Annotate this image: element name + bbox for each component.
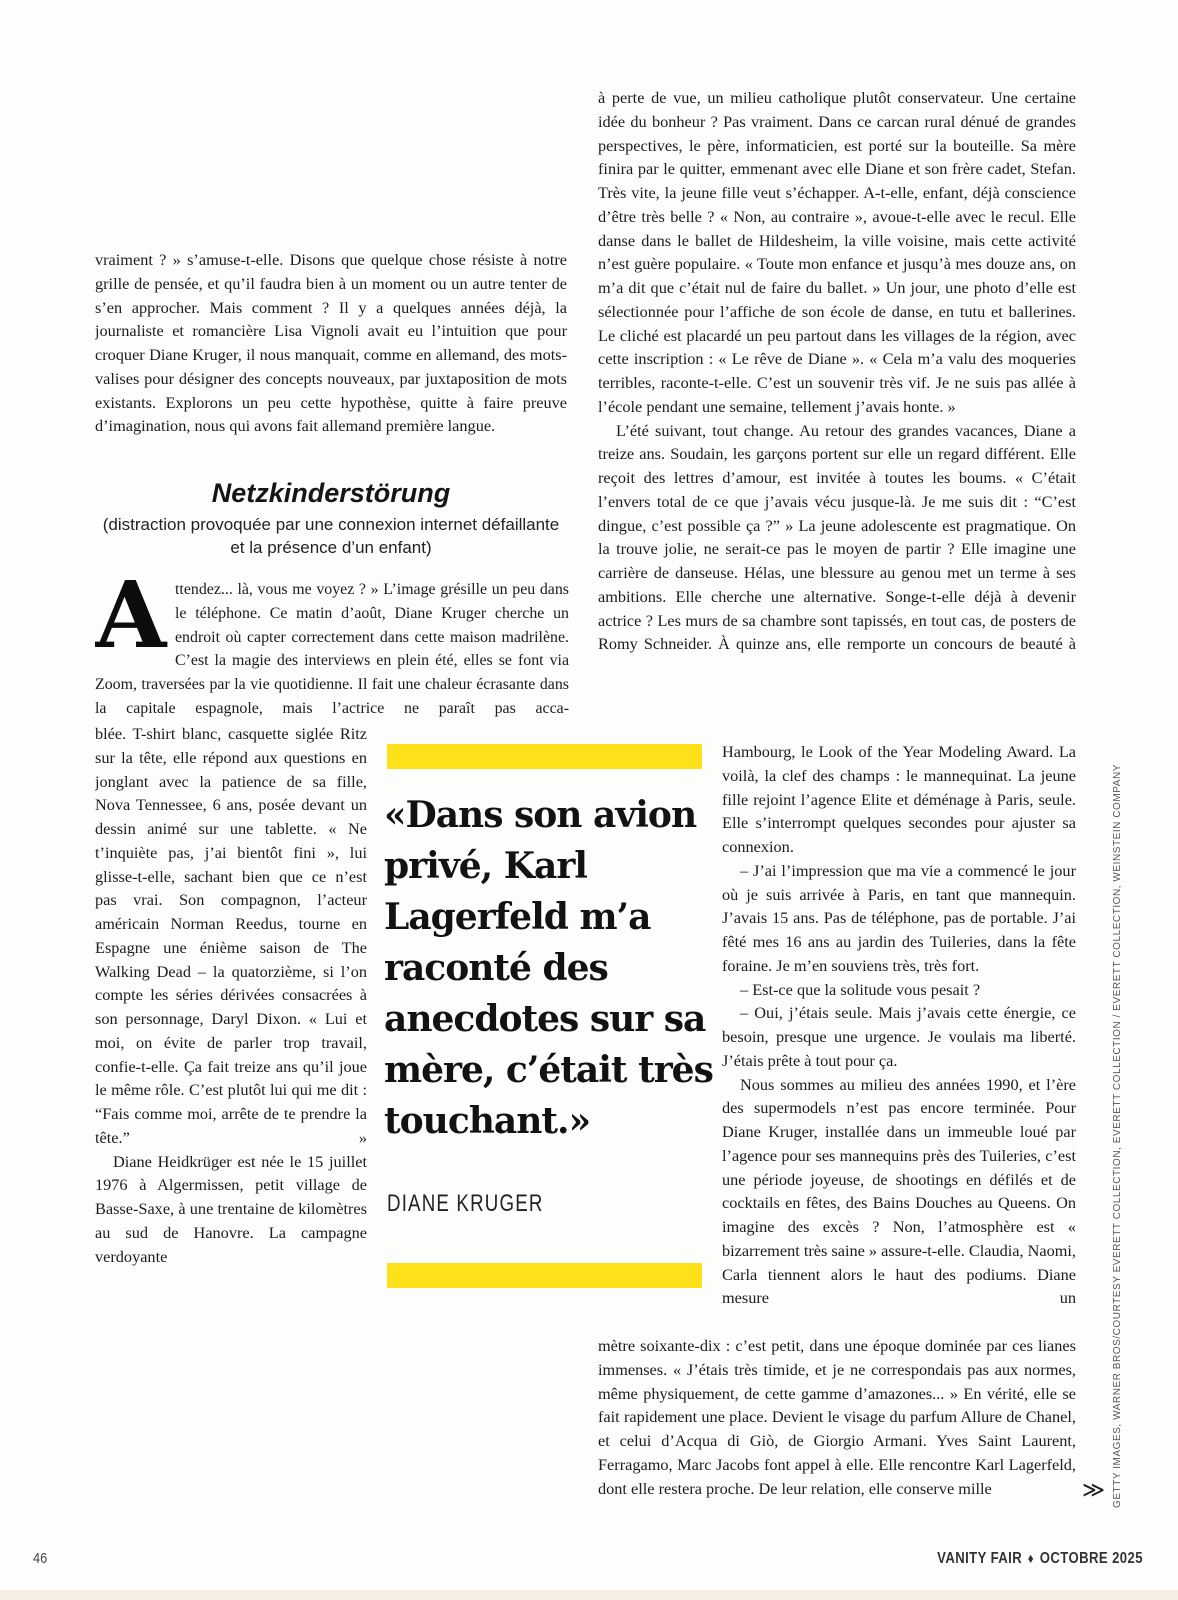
body-text: – Oui, j’étais seule. Mais j’avais cette énergie, ce besoin, presque une urgence. Je voulais ma liberté. J’étais prête à tout pour ça. xyxy=(722,1003,1076,1070)
photo-credit: GETTY IMAGES, WARNER BROS/COURTESY EVERETT COLLECTION, EVERETT COLLECTION / EVERETT COLLECTION, WEINSTEIN COMPANY xyxy=(1112,764,1123,1508)
dropcap-letter-A: A xyxy=(95,578,167,669)
dropcap-paragraph xyxy=(95,578,569,722)
body-text: ttendez... là, vous me voyez ? » L’image grésille un peu dans le téléphone. Ce matin d’août, Diane Kruger cherche un endroit où capter correctement dans cette maison madrilène. C’est la magie des interviews en plein été, elles se font via Zoom, traversées par la vie quotidienne. Il fait une chaleur écrasante dans la capitale espagnole, mais l’actrice ne paraît pas acca- xyxy=(95,581,569,717)
body-text xyxy=(95,578,569,721)
body-text: mètre soixante-dix : c’est petit, dans une époque dominée par ces lianes immenses. « J’étais très timide, et je ne correspondais pas aux normes, même physiquement, de cette gamme d’amazones... » En vérité, elle se fait rapidement une place. Devient le visage du parfum Allure de Chanel, et celui d’Acqua di Giò, de Giorgio Armani. Yves Saint Laurent, Ferragamo, Marc Jacobs font appel à elle. Elle rencontre Karl Lagerfeld, dont elle restera proche. De leur relation, elle conserve mille xyxy=(598,1336,1076,1498)
body-text: Hambourg, le Look of the Year Modeling Award. La voilà, la clef des champs : le mannequinat. La jeune fille rejoint l’agence Elite et déménage à Paris, seule. Elle s’interrompt quelques secondes pour ajuster sa connexion. xyxy=(722,742,1076,856)
continuation-arrow-icon: ≫ xyxy=(1082,1478,1106,1503)
highlight-bar-bottom xyxy=(387,1263,702,1288)
body-text: Nous sommes au milieu des années 1990, et l’ère des supermodels n’est pas encore terminée. Pour Diane Kruger, installée dans un immeuble loué par l’agence pour ses mannequins près des Tuileries, c’est une période joyeuse, de shootings en défilés et de cocktails en fêtes, des Bains Douches au Queens. On imagine des excès ? Non, l’atmosphère est « bizarrement très saine » assure-t-elle. Claudia, Naomi, Carla tiennent alors le haut des podiums. Diane mesure un xyxy=(722,1074,1076,1308)
body-text: blée. T-shirt blanc, casquette siglée Ritz sur la tête, elle répond aux questions en jonglant avec la patience de sa fille, Nova Tennessee, 6 ans, posée devant un dessin animé sur une tablette. « Ne t’inquiète pas, j’ai bientôt fini », lui glisse-t-elle, sachant bien que ce n’est pas vrai. Son compagnon, l’acteur américain Norman Reedus, tourne en Espagne une énième saison de The Walking Dead – la quatorzième, si l’on compte les séries dérivées consacrées à son personnage, Daryl Dixon. « Lui et moi, on évite de parler trop travail, confie-t-elle. Ça fait treize ans qu’il joue le même rôle. C’est plutôt lui qui me dit : “Fais comme moi, arrête de te prendre la tête.” » xyxy=(95,724,367,1147)
pull-quote-attribution: DIANE KRUGER xyxy=(387,1190,544,1217)
section-heading-definition: (distraction provoquée par une connexion internet défaillante et la présence d’un enfant) xyxy=(102,515,560,557)
footer-magazine-name: VANITY FAIR xyxy=(937,1550,1023,1567)
section-heading: Netzkinderstörung xyxy=(211,478,451,508)
page-number: 46 xyxy=(33,1550,48,1567)
body-text: – J’ai l’impression que ma vie a commencé le jour où je suis arrivée à Paris, en tant que mannequin. J’avais 15 ans. Pas de téléphone, pas de portable. J’ai fêté mes 16 ans au jardin des Tuileries, dans la fête foraine. Je m’en souviens très, très fort. xyxy=(722,860,1076,975)
body-text: vraiment ? » s’amuse-t-elle. Disons que quelque chose résiste à notre grille de pensée, et qu’il faudra bien à un moment ou un autre tenter de s’en approcher. Mais comment ? Il y a quelques années déjà, la journaliste et romancière Lisa Vignoli avait eu l’intuition que pour croquer Diane Kruger, il nous manquait, comme en allemand, des mots-valises pour désigner des concepts nouveaux, par juxtaposition de mots existants. Explorons un peu cette hypothèse, quitte à faire preuve d’imagination, nous qui avons fait allemand première langue. xyxy=(95,250,567,436)
highlight-bar-top xyxy=(387,744,702,769)
right-column-narrow xyxy=(722,740,1076,1334)
left-column-paragraph-1 xyxy=(95,248,567,488)
body-text: – Est-ce que la solitude vous pesait ? xyxy=(740,979,981,999)
pull-quote: «Dans son avion privé, Karl Lagerfeld m’a raconté des anecdotes sur sa mère, c’était très touchant.» xyxy=(384,794,713,1142)
right-column-bottom xyxy=(598,1334,1076,1520)
body-text: L’été suivant, tout change. Au retour des grandes vacances, Diane a treize ans. Soudain, les garçons portent sur elle un regard différent. Elle reçoit des lettres d’amour, est invitée à toutes les boums. « C’était l’envers total de ce que j’avais vécu jusque-là. Je me suis dit : “C’est dingue, c’est possible ça ?” » La jeune adolescente est pragmatique. On la trouve jolie, ne serait-ce pas le moyen de partir ? Elle imagine une carrière de danseuse. Hélas, une blessure au genou met un terme à ses ambitions. Elle cherche une alternative. Songe-t-elle déjà à devenir actrice ? Les murs de sa chambre sont tapissés, en tout cas, de posters de Romy Schneider. À quinze ans, elle remporte un concours de beauté à xyxy=(598,420,1076,654)
body-text: à perte de vue, un milieu catholique plutôt conservateur. Une certaine idée du bonheur ? Pas vraiment. Dans ce carcan rural dénué de grandes perspectives, le père, informaticien, est porté sur la bouteille. Sa mère finira par le quitter, emmenant avec elle Diane et son frère cadet, Stefan. Très vite, la jeune fille veut s’échapper. A-t-elle, enfant, déjà conscience d’être très belle ? « Non, au contraire », avoue-t-elle avec le recul. Elle danse dans le ballet de Hildesheim, la ville voisine, mais cette activité n’est guère populaire. « Toute mon enfance et jusqu’à mes douze ans, on m’a dit que c’était nul de faire du ballet. » Un jour, une photo d’elle est sélectionnée pour l’affiche de son école de danse, en tutu et ballerines. Le cliché est placardé un peu partout dans les villages de la région, avec cette inscription : « Le rêve de Diane ». « Cela m’a valu des moqueries terribles, raconte-t-elle. C’est un souvenir très vif. Je ne suis pas allée à l’école pendant une semaine, tellement j’avais honte. » xyxy=(598,88,1076,416)
diamond-icon: ♦ xyxy=(1027,1550,1035,1566)
right-column-top xyxy=(598,86,1076,742)
footer-issue-date: OCTOBRE 2025 xyxy=(1039,1550,1143,1567)
footer-magazine-title xyxy=(937,1550,1143,1568)
left-column-narrow xyxy=(95,722,367,1292)
next-page-edge xyxy=(0,1590,1178,1600)
body-text: Diane Heidkrüger est née le 15 juillet 1976 à Algermissen, petit village de Basse-Saxe, à une trentaine de kilomètres au sud de Hanovre. La campagne verdoyante xyxy=(95,1151,367,1266)
